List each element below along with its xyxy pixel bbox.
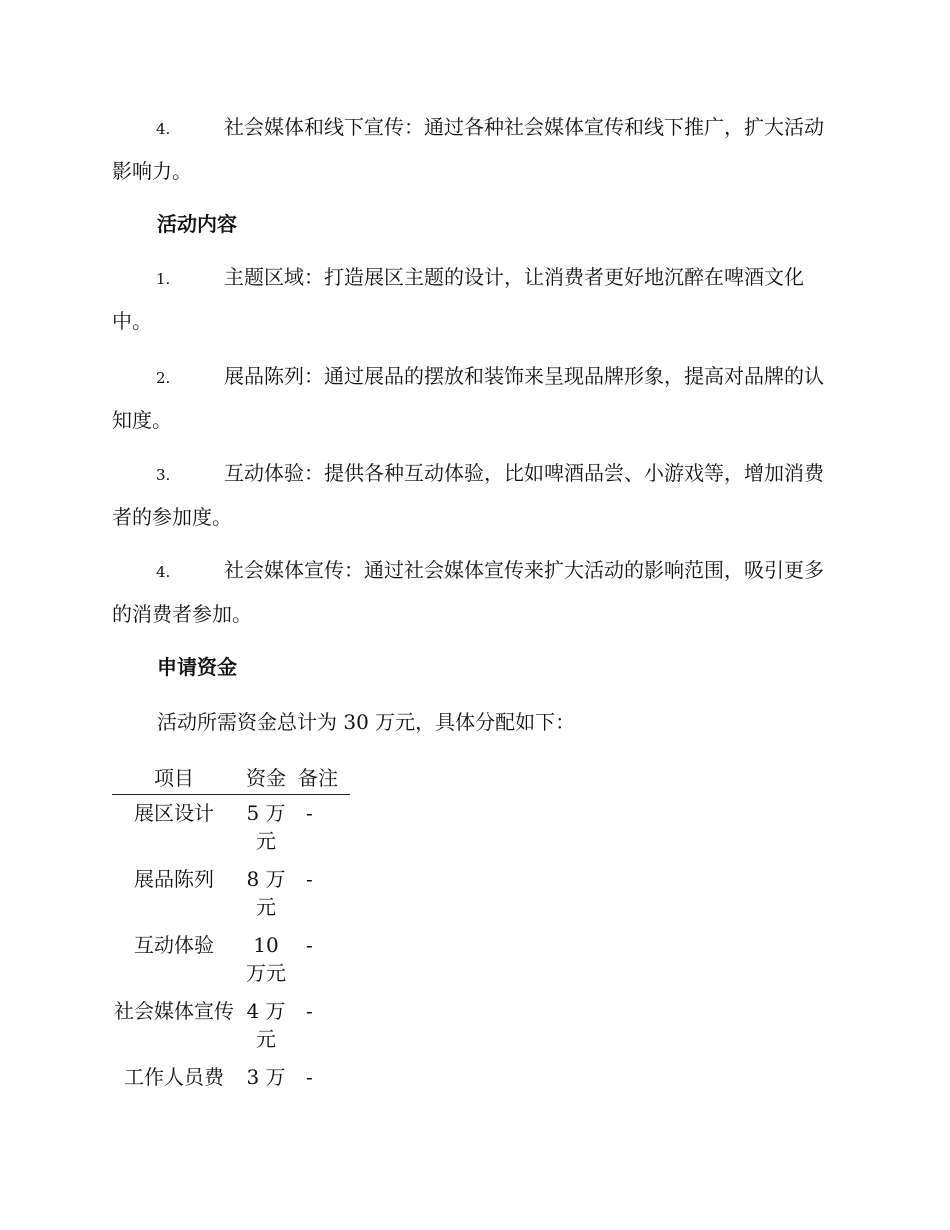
list-item-prev-4 (112, 106, 832, 192)
list-number: 3. (156, 466, 171, 484)
header-notes: 备注 (294, 764, 350, 795)
list-number: 4. (156, 120, 171, 138)
list-item (112, 549, 832, 635)
table-row (112, 1059, 350, 1097)
table-header-row (112, 764, 350, 795)
cell-funds: 4 万元 (246, 999, 286, 1051)
cell-funds: 3 万 (246, 1065, 286, 1089)
cell-notes: - (306, 801, 313, 825)
cell-notes: - (306, 867, 313, 891)
table-row (112, 795, 350, 862)
header-item: 项目 (112, 764, 236, 795)
funds-intro: 活动所需资金总计为 30 万元，具体分配如下： (157, 710, 576, 734)
section-heading-content: 活动内容 (157, 212, 237, 236)
list-item (112, 452, 832, 538)
cell-notes: - (306, 933, 313, 957)
header-funds: 资金 (236, 764, 294, 795)
list-text: 社会媒体和线下宣传：通过各种社会媒体宣传和线下推广，扩大活动影响力。 (112, 115, 824, 183)
cell-item: 社会媒体宣传 (114, 999, 234, 1023)
budget-table (112, 764, 350, 1097)
table-row (112, 861, 350, 927)
cell-funds: 8 万元 (246, 867, 286, 919)
cell-notes: - (306, 1065, 313, 1089)
list-item (112, 355, 832, 441)
cell-item: 展品陈列 (134, 867, 214, 891)
list-number: 2. (156, 369, 171, 387)
cell-notes: - (306, 999, 313, 1023)
cell-item: 展区设计 (134, 801, 214, 825)
list-text: 主题区域：打造展区主题的设计，让消费者更好地沉醉在啤酒文化中。 (112, 265, 804, 333)
cell-item: 工作人员费 (124, 1065, 224, 1089)
list-text: 互动体验：提供各种互动体验，比如啤酒品尝、小游戏等，增加消费者的参加度。 (112, 461, 824, 529)
section-heading-funds: 申请资金 (157, 655, 237, 679)
cell-funds: 10 万元 (246, 933, 286, 985)
cell-funds: 5 万元 (246, 801, 286, 853)
list-text: 社会媒体宣传：通过社会媒体宣传来扩大活动的影响范围，吸引更多的消费者参加。 (112, 558, 824, 626)
list-number: 1. (156, 270, 171, 288)
list-number: 4. (156, 563, 171, 581)
cell-item: 互动体验 (134, 933, 214, 957)
list-item (112, 256, 832, 342)
table-row (112, 993, 350, 1059)
table-row (112, 927, 350, 993)
list-text: 展品陈列：通过展品的摆放和装饰来呈现品牌形象，提高对品牌的认知度。 (112, 364, 824, 432)
